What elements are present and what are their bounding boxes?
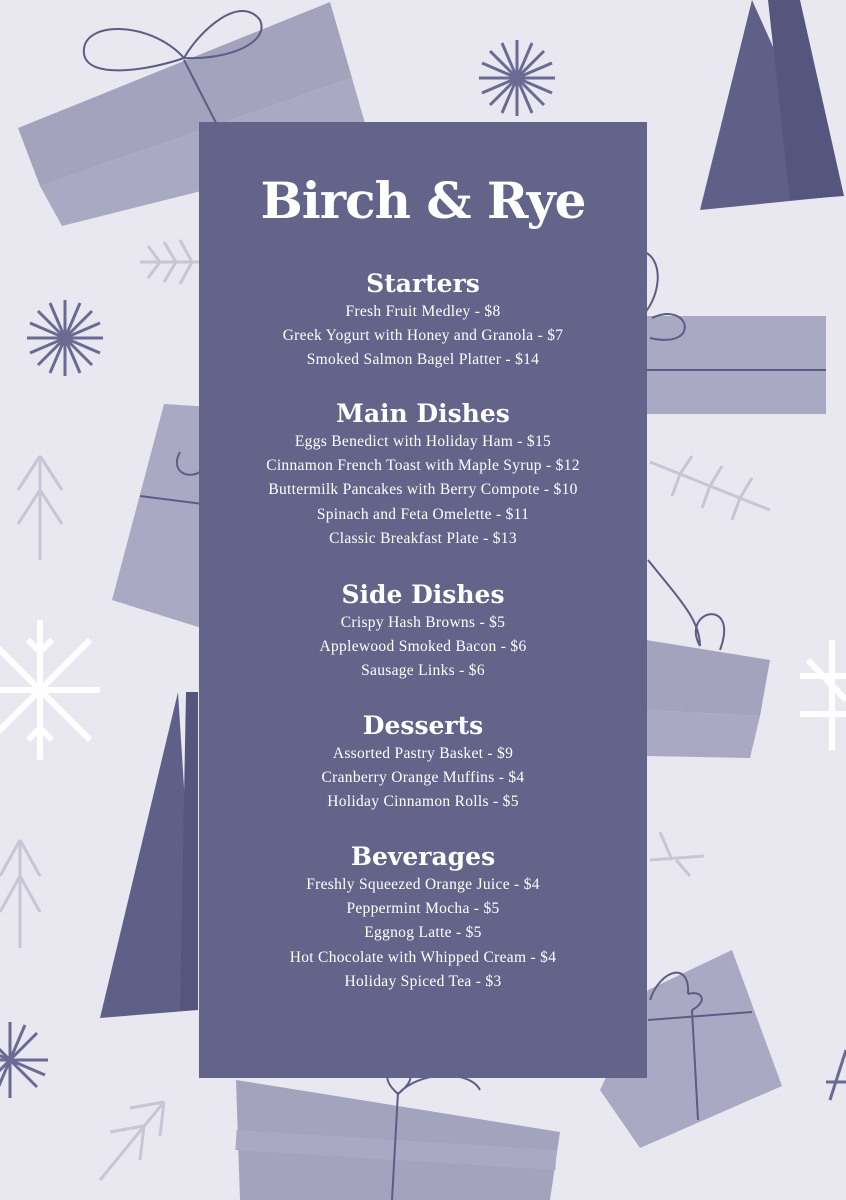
snowflake-left-icon (27, 300, 103, 376)
menu-item-list (199, 430, 647, 551)
menu-item: Greek Yogurt with Honey and Granola - $7 (282, 327, 564, 345)
branch-left-icon (140, 240, 204, 284)
menu-item: Sausage Links - $6 (361, 662, 485, 680)
menu-item: Crispy Hash Browns - $5 (340, 614, 506, 631)
arrow-branch-left-icon (18, 456, 62, 560)
section-side-dishes (199, 579, 647, 684)
menu-item: Spinach and Feta Omelette - $11 (316, 505, 530, 523)
menu-item: Peppermint Mocha - $5 (346, 900, 500, 918)
arrow-branch-bottom-left-icon (100, 1102, 164, 1180)
menu-item: Cinnamon French Toast with Maple Syrup - $12 (266, 457, 580, 475)
gift-box-right-icon (640, 252, 826, 414)
section-heading: Main Dishes (336, 399, 510, 428)
menu-item: Eggs Benedict with Holiday Ham - $15 (294, 433, 552, 450)
restaurant-title: Birch & Rye (260, 171, 586, 230)
section-heading: Starters (366, 269, 480, 298)
menu-panel (199, 122, 647, 1078)
section-desserts (199, 710, 647, 815)
section-main-dishes (199, 398, 647, 551)
snowflake-white-right-icon (800, 640, 846, 750)
menu-item: Holiday Cinnamon Rolls - $5 (327, 793, 519, 811)
menu-item: Fresh Fruit Medley - $8 (345, 303, 501, 320)
snowflake-top-icon (479, 40, 555, 116)
section-beverages (199, 841, 647, 994)
arrow-branch-right-icon (650, 832, 704, 876)
menu-item-list (199, 873, 647, 994)
menu-item-list (199, 611, 647, 684)
section-heading: Beverages (350, 842, 496, 871)
menu-item: Classic Breakfast Plate - $13 (329, 529, 517, 547)
tree-top-right-icon (700, 0, 844, 210)
menu-item: Assorted Pastry Basket - $9 (332, 745, 514, 762)
gift-box-bottom-center-icon (236, 1069, 560, 1200)
snowflake-white-left-icon (0, 620, 100, 760)
snowflake-bottom-left-icon (0, 1022, 48, 1098)
gift-box-right-middle-icon (646, 560, 770, 758)
menu-item: Applewood Smoked Bacon - $6 (319, 638, 527, 656)
tree-left-icon (100, 692, 198, 1018)
menu-item: Smoked Salmon Bagel Platter - $14 (306, 351, 540, 369)
menu-item: Buttermilk Pancakes with Berry Compote - $10 (268, 481, 578, 499)
menu-item-list (199, 742, 647, 815)
menu-item-list (199, 300, 647, 373)
menu-item: Hot Chocolate with Whipped Cream - $4 (289, 948, 557, 966)
section-starters (199, 268, 647, 373)
branch-right-icon (650, 456, 770, 520)
section-heading: Side Dishes (341, 580, 505, 609)
menu-item: Cranberry Orange Muffins - $4 (321, 769, 525, 787)
arrow-branch-left-lower-icon (0, 840, 40, 948)
section-heading: Desserts (362, 711, 484, 740)
menu-item: Holiday Spiced Tea - $3 (344, 972, 502, 990)
menu-item: Freshly Squeezed Orange Juice - $4 (306, 876, 540, 893)
menu-item: Eggnog Latte - $5 (364, 924, 482, 942)
snowflake-bottom-right-icon (826, 1050, 846, 1100)
